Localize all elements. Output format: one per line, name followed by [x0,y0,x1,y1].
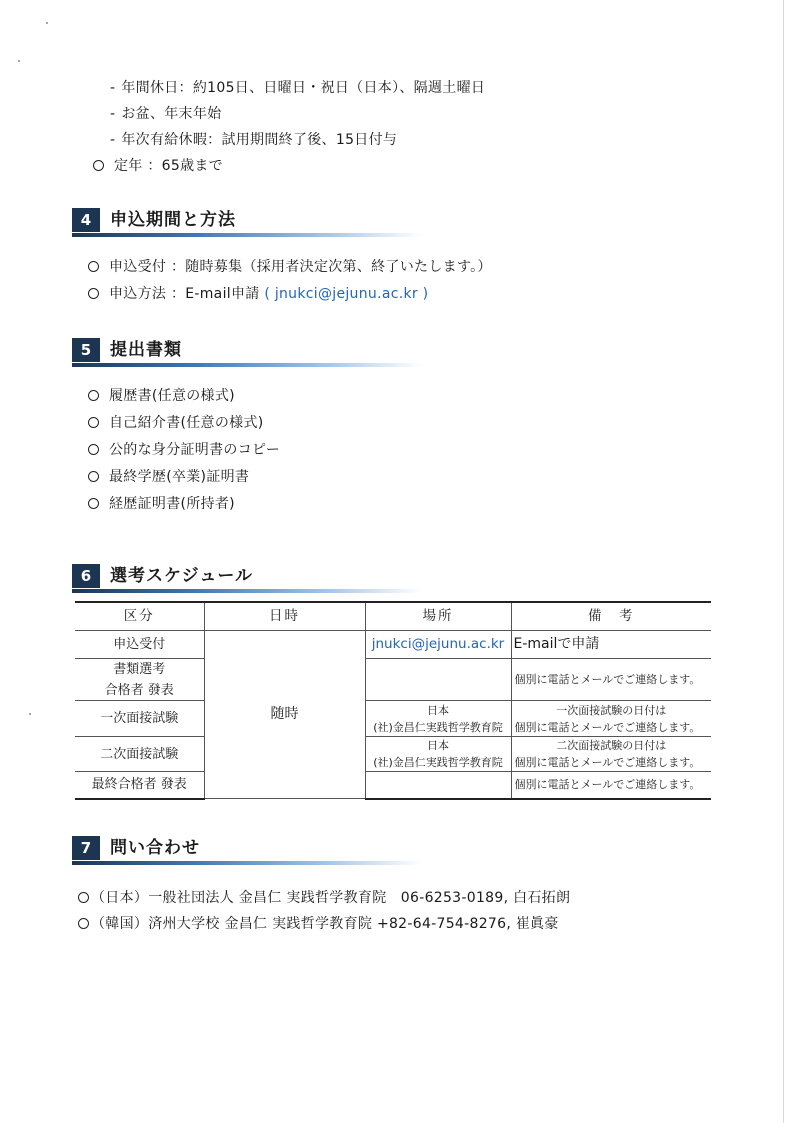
remark-line: 一次面接試験の日付は [556,703,667,717]
contact-japan-line [78,887,570,907]
remark-line: 個別に電話とメールでご連絡します。 [514,756,701,769]
row-label: 申込受付 [75,631,204,659]
section-number-badge: 6 [72,564,100,588]
row-label: 二次面接試験 [75,737,204,772]
document-item-text: 経歴証明書(所持者) [109,496,235,512]
dash-marker: - [110,80,116,96]
section-title: 選考スケジュール [110,566,253,586]
scan-speck [18,60,20,62]
document-item-text: 最終学歴(卒業)証明書 [109,469,250,485]
section-number-badge: 7 [72,836,100,860]
contact-japan-text: （日本）一般社団法人 金昌仁 実践哲学教育院 06-6253-0189, 白石拓朗 [91,890,571,906]
header-category: 区分 [75,602,204,631]
method-text: 申込方法 ：E-mail申請 [109,286,260,302]
paid-leave-text: 年次有給休暇：試用期間終了後、15日付与 [121,132,398,148]
place-line: 日本 [427,703,449,717]
obon-line [110,103,221,123]
section-title: 提出書類 [110,340,182,360]
email-link[interactable]: jnukci@jejunu.ac.kr [365,631,511,659]
section-title: 問い合わせ [110,838,200,858]
row-label-line: 書類選考 [113,661,166,677]
contact-korea-text: （韓国）済州大学校 金昌仁 実践哲学教育院 +82-64-754-8276, 崔眞豪 [91,916,559,932]
row-label [75,659,204,701]
circle-bullet-icon [88,417,99,428]
document-item-text: 自己紹介書(任意の様式) [109,415,264,431]
table-row [75,701,711,737]
section-underline [72,589,422,593]
circle-bullet-icon [78,918,89,929]
place-cell [365,737,511,772]
circle-bullet-icon [88,471,99,482]
obon-text: お盆、年末年始 [121,106,222,122]
section-title: 申込期間と方法 [110,210,236,230]
annual-holidays-line [110,77,485,97]
header-datetime: 日時 [204,602,365,631]
reception-line [88,256,492,276]
document-item [88,493,235,513]
page-edge [783,0,784,1123]
dash-marker: - [110,132,116,148]
table-header-row [75,602,711,631]
scan-speck [29,713,31,715]
retirement-text: 定年 ：65歳まで [114,158,223,174]
section-underline [72,363,422,367]
section-underline [72,233,422,237]
dash-marker: - [110,106,116,122]
document-item [88,385,235,405]
remark-cell [511,701,711,737]
remark-cell: 個別に電話とメールでご連絡します。 [511,772,711,799]
circle-bullet-icon [88,390,99,401]
remark-line: 個別に電話とメールでご連絡します。 [514,720,701,734]
circle-bullet-icon [88,498,99,509]
reception-text: 申込受付 ：随時募集（採用者決定次第、終了いたします。） [109,259,492,275]
place-cell [365,701,511,737]
table-row [75,631,711,659]
datetime-cell: 随時 [204,631,365,799]
place-line: (社)金昌仁実践哲学教育院 [373,756,503,769]
circle-bullet-icon [78,892,89,903]
remark-cell: E-mailで申請 [511,631,711,659]
document-item-text: 履歴書(任意の様式) [109,388,235,404]
email-link[interactable]: ( jnukci@jejunu.ac.kr ) [264,286,429,302]
row-label: 一次面接試験 [75,701,204,737]
document-item [88,439,280,459]
table-row [75,659,711,701]
circle-bullet-icon [88,261,99,272]
circle-bullet-icon [88,288,99,299]
circle-bullet-icon [88,444,99,455]
section-underline [72,861,422,865]
contact-korea-line [78,913,559,933]
table-row [75,772,711,799]
place-cell [365,772,511,799]
header-place: 場所 [365,602,511,631]
schedule-table [75,601,711,800]
retirement-line [93,155,223,175]
place-line: 日本 [427,739,449,752]
place-cell [365,659,511,701]
remark-cell: 個別に電話とメールでご連絡します。 [511,659,711,701]
row-label: 最終合格者 發表 [75,772,204,799]
table-row [75,737,711,772]
row-label-line: 合格者 發表 [104,682,174,698]
header-remarks: 備 考 [511,602,711,631]
paid-leave-line [110,129,397,149]
method-line [88,283,428,303]
annual-holidays-text: 年間休日：約105日、日曜日・祝日（日本）、隔週土曜日 [121,80,486,96]
remark-cell [511,737,711,772]
document-item-text: 公的な身分証明書のコピー [109,442,281,458]
circle-bullet-icon [93,160,104,171]
section-number-badge: 5 [72,338,100,362]
remark-line: 二次面接試験の日付は [556,739,667,752]
document-item [88,466,249,486]
scan-speck [46,22,48,24]
document-item [88,412,264,432]
section-number-badge: 4 [72,208,100,232]
place-line: (社)金昌仁実践哲学教育院 [373,720,503,734]
